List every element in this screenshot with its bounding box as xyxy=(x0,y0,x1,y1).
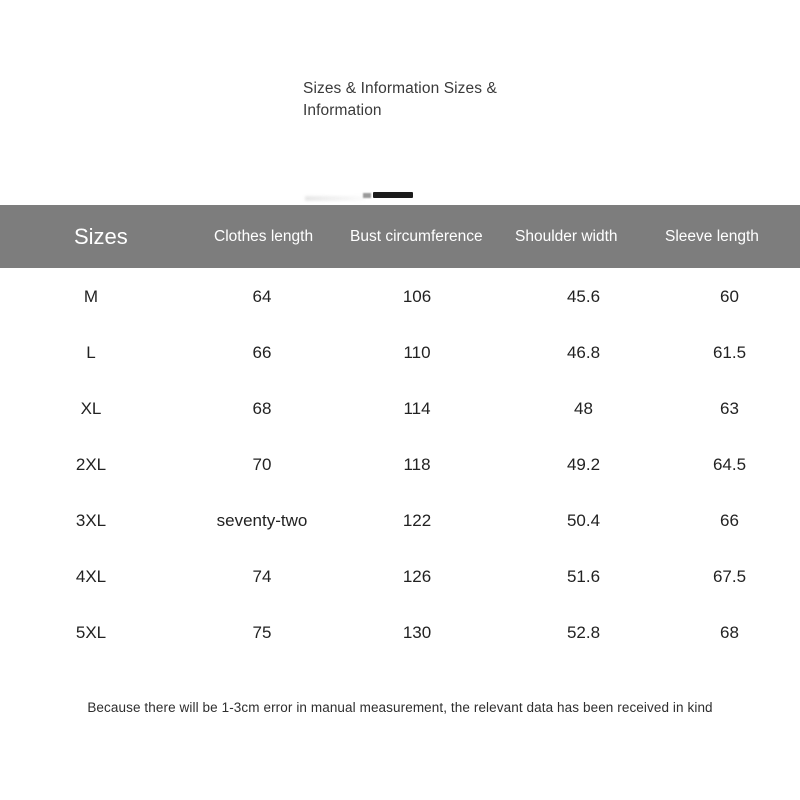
cell-shoulder-width: 48 xyxy=(574,398,593,418)
cell-size: M xyxy=(83,286,99,306)
table-row xyxy=(0,436,800,492)
dark-dash-decoration xyxy=(373,192,413,198)
column-header-sleeve-length: Sleeve length xyxy=(665,228,759,245)
cell-sleeve-length: 66 xyxy=(720,510,739,530)
cell-clothes-length: 74 xyxy=(252,566,272,586)
column-header-bust-circumference: Bust circumference xyxy=(350,228,483,245)
page-title: Sizes & Information Sizes & Information xyxy=(303,80,497,119)
column-header-sizes: Sizes xyxy=(74,224,128,249)
cell-clothes-length: seventy-two xyxy=(216,510,308,530)
cell-shoulder-width: 46.8 xyxy=(566,342,601,362)
cell-bust-circumference: 126 xyxy=(402,566,432,586)
table-row xyxy=(0,548,800,604)
cell-size: 5XL xyxy=(75,622,107,642)
cell-sleeve-length: 64.5 xyxy=(712,454,747,474)
cell-bust-circumference: 118 xyxy=(403,454,431,474)
table-row xyxy=(0,604,800,660)
cell-size: 2XL xyxy=(75,454,107,474)
table-row xyxy=(0,492,800,548)
cell-shoulder-width: 49.2 xyxy=(566,454,601,474)
table-header-row xyxy=(0,205,800,268)
cell-size: XL xyxy=(80,398,102,418)
cell-sleeve-length: 61.5 xyxy=(712,342,747,362)
heading-block xyxy=(303,78,603,122)
cell-clothes-length: 66 xyxy=(252,342,272,362)
size-table xyxy=(0,205,800,660)
cell-size: 4XL xyxy=(75,566,107,586)
cell-clothes-length: 75 xyxy=(252,622,272,642)
cell-size: 3XL xyxy=(75,510,107,530)
heading-decoration xyxy=(303,136,493,148)
table-row xyxy=(0,324,800,380)
cell-shoulder-width: 52.8 xyxy=(566,622,601,642)
cell-clothes-length: 64 xyxy=(252,286,272,306)
column-header-clothes-length: Clothes length xyxy=(214,228,314,245)
cell-sleeve-length: 63 xyxy=(720,398,739,418)
cell-shoulder-width: 51.6 xyxy=(566,566,601,586)
table-row xyxy=(0,380,800,436)
column-header-shoulder-width: Shoulder width xyxy=(515,228,618,245)
cell-bust-circumference: 110 xyxy=(403,342,431,362)
cell-clothes-length: 68 xyxy=(252,398,272,418)
cell-sleeve-length: 67.5 xyxy=(712,566,747,586)
measurement-disclaimer: Because there will be 1-3cm error in manual measurement, the relevant data has been received in kind xyxy=(87,700,713,715)
cell-bust-circumference: 106 xyxy=(402,286,432,306)
cell-size: L xyxy=(86,342,96,362)
cell-bust-circumference: 114 xyxy=(403,398,431,418)
cell-shoulder-width: 50.4 xyxy=(566,510,601,530)
blurred-line-decoration xyxy=(305,196,365,201)
cell-bust-circumference: 122 xyxy=(402,510,432,530)
cell-sleeve-length: 60 xyxy=(720,286,739,306)
cell-clothes-length: 70 xyxy=(252,454,272,474)
cell-bust-circumference: 130 xyxy=(402,622,432,642)
cell-shoulder-width: 45.6 xyxy=(566,286,601,306)
table-row xyxy=(0,268,800,324)
faint-mark-decoration xyxy=(363,193,371,198)
cell-sleeve-length: 68 xyxy=(720,622,739,642)
